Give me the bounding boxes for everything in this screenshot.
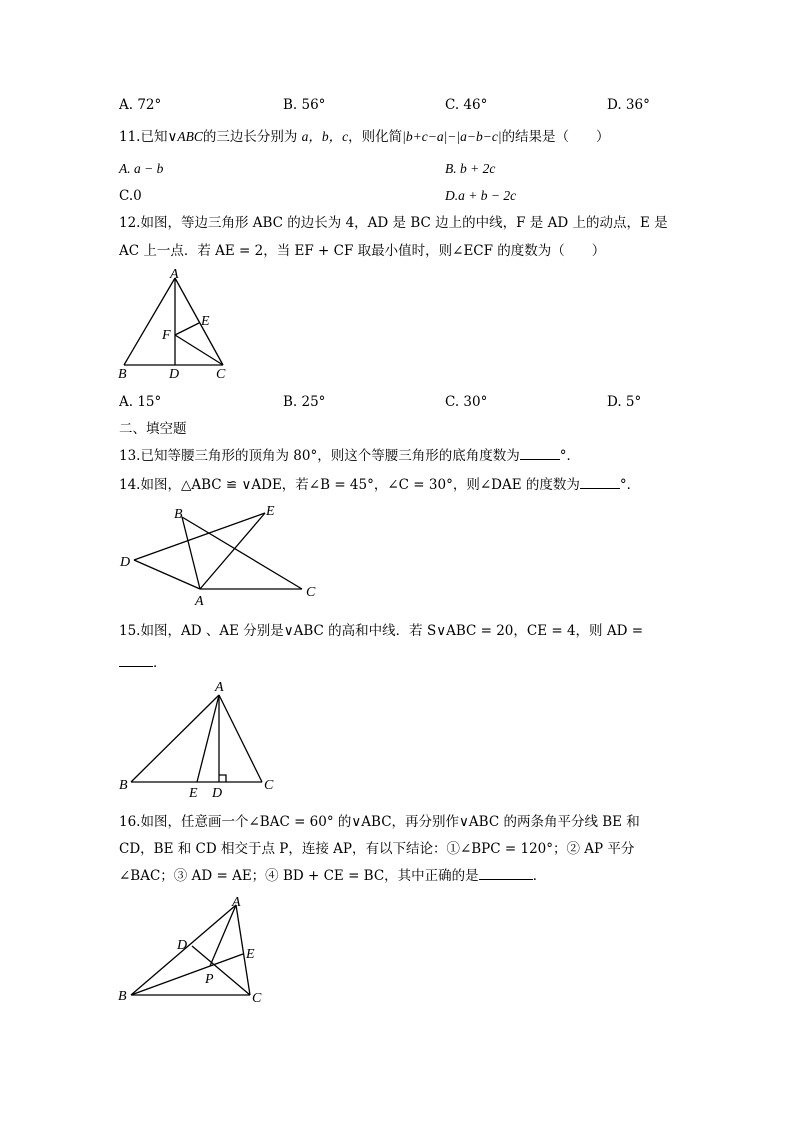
q12-label-e: E [201, 314, 210, 329]
q16-line3 [119, 867, 546, 885]
q15-label-c: C [264, 778, 274, 793]
q11-vars: a，b，c [301, 129, 349, 144]
q12-option-d: D. 5° [607, 394, 642, 410]
q15-line2 [119, 654, 167, 672]
q12-side-ac [175, 278, 223, 365]
q15-median-ae [197, 695, 219, 782]
q15-answer-blank[interactable] [119, 654, 153, 667]
q12-segment-fe [175, 323, 199, 335]
q11-stem [119, 128, 610, 146]
q14-text: 14.如图，△ABC ≌ ∨ADE，若∠B = 45°，∠C = 30°，则∠DAE 的度数为 [119, 477, 580, 493]
q14-label-d: D [120, 555, 131, 570]
q14-answer-blank[interactable] [580, 476, 620, 489]
q12-label-f: F [162, 328, 171, 343]
q12-label-a: A [170, 267, 179, 282]
q14-label-a: A [195, 594, 204, 609]
q15-label-b: B [119, 778, 128, 793]
q12-label-b: B [118, 367, 127, 382]
q11-triangle: ∨ABC [167, 129, 203, 144]
q12-option-b: B. 25° [283, 394, 326, 410]
q16-line3-text: ∠BAC；③ AD = AE；④ BD + CE = BC，其中正确的是 [119, 868, 479, 884]
q11-mid2: ，则化简 [348, 129, 403, 145]
q14-label-e: E [266, 504, 275, 519]
q12-line2: AC 上一点．若 AE = 2，当 EF + CF 取最小值时，则∠ECF 的度数为（ ） [119, 243, 606, 259]
q15-side-ac [219, 695, 262, 782]
q15-label-e: E [189, 786, 198, 800]
q12-label-d: D [169, 367, 180, 382]
q10-option-a: A. 72° [119, 97, 162, 113]
q15-label-d: D [212, 786, 223, 800]
q14-label-c: C [306, 585, 316, 600]
q14-segment-da [134, 560, 200, 589]
q10-option-b: B. 56° [283, 97, 326, 113]
q12-option-c: C. 30° [445, 394, 488, 410]
q10-option-d: D. 36° [607, 97, 650, 113]
q13-text: 13.已知等腰三角形的顶角为 80°，则这个等腰三角形的底角度数为 [119, 448, 520, 464]
q11-expression: |b+c−a|−|a−b−c| [402, 129, 502, 144]
q15-label-a: A [215, 680, 224, 695]
q11-option-d: D.a + b − 2c [445, 188, 517, 203]
q11-option-b: B. b + 2c [445, 161, 496, 176]
section-title-fill-in: 二、填空题 [119, 421, 187, 437]
q16-label-a: A [232, 895, 241, 910]
q16-figure [112, 892, 282, 1012]
q15-side-ab [131, 695, 219, 782]
q12-option-a: A. 15° [119, 394, 162, 410]
q16-tail: ． [532, 868, 547, 884]
q12-segment-fc [175, 335, 223, 365]
q14-label-b: B [174, 507, 183, 522]
q10-option-c: C. 46° [445, 97, 488, 113]
q12-line1: 12.如图，等边三角形 ABC 的边长为 4，AD 是 BC 边上的中线，F 是 AD 上的动点，E 是 [119, 215, 668, 231]
q16-bisector-cd [192, 946, 250, 995]
q11-mid1: 的三边长分别为 [202, 129, 302, 145]
q14-stem [119, 476, 640, 494]
q13-answer-blank[interactable] [520, 447, 560, 460]
q16-label-p: P [205, 972, 214, 987]
q11-option-c: C.0 [119, 188, 142, 204]
q16-label-c: C [252, 991, 262, 1006]
q16-label-d: D [177, 938, 188, 953]
q16-line1: 16.如图，任意画一个∠BAC = 60° 的∨ABC，再分别作∨ABC 的两条角平分线 BE 和 [119, 814, 640, 830]
q16-answer-blank[interactable] [479, 867, 533, 880]
q11-suffix: 的结果是（ ） [501, 129, 610, 145]
q12-side-ab [124, 278, 175, 365]
q12-figure [110, 265, 250, 385]
q14-figure [112, 500, 332, 610]
q11-prefix: 11.已知 [119, 129, 168, 145]
q16-segment-ap [210, 905, 236, 966]
q14-tail: °． [619, 477, 641, 493]
q15-tail: ． [153, 655, 167, 671]
q14-segment-bc [182, 517, 302, 589]
q15-line1: 15.如图，AD 、AE 分别是∨ABC 的高和中线．若 S∨ABC = 20，CE = 4，则 AD = [119, 623, 644, 639]
q14-segment-ba [182, 517, 200, 589]
q12-label-c: C [216, 367, 226, 382]
q16-label-b: B [118, 989, 127, 1004]
q16-label-e: E [246, 947, 255, 962]
q15-right-angle-mark [219, 775, 226, 782]
q11-option-a: A. a − b [119, 161, 164, 176]
q16-line2: CD，BE 和 CD 相交于点 P，连接 AP，有以下结论：①∠BPC = 120°；② AP 平分 [119, 841, 635, 857]
q13-tail: °． [559, 448, 580, 464]
q15-figure [112, 675, 292, 800]
q13-stem [119, 447, 580, 465]
